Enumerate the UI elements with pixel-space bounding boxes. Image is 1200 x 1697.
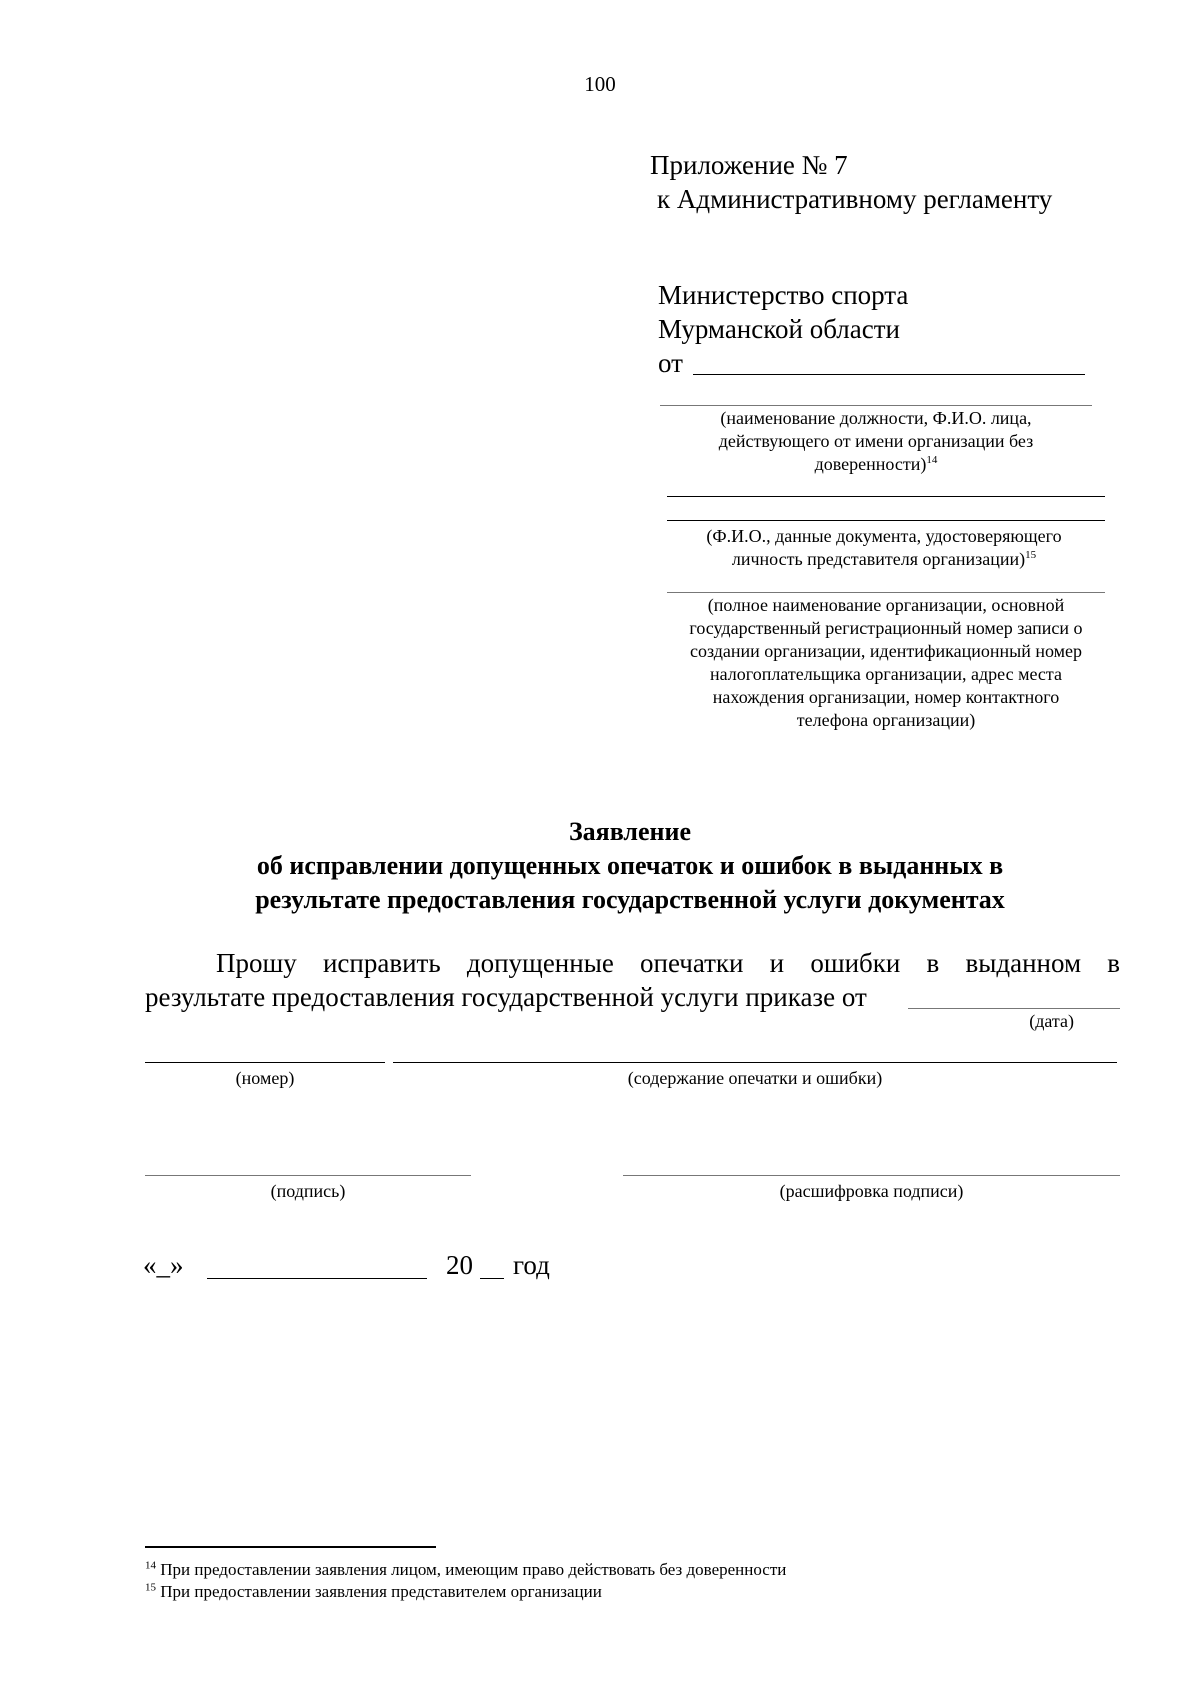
footnote-ref-14: 14 [926, 454, 938, 466]
position-caption-3: доверенности)$^{14}$ [814, 454, 938, 474]
footnote-14-text: При предоставлении заявления лицом, имеющим право действовать без доверенности [160, 1560, 787, 1579]
representative-caption-1: (Ф.И.О., данные документа, удостоверяющего [706, 526, 1062, 546]
signature-decode-blank-line [623, 1175, 1120, 1176]
date-year-word: год [513, 1250, 550, 1280]
number-blank-line [145, 1062, 385, 1063]
date-blank-line [908, 1008, 1120, 1009]
footnote-ref-15: 15 [1025, 549, 1037, 561]
number-caption: (номер) [235, 1068, 295, 1088]
footnote-15-mark: 15 [145, 1581, 156, 1594]
footnote-14-mark: 14 [145, 1559, 156, 1572]
representative-caption-2: личность представителя организации)$^{15}$ [731, 549, 1037, 569]
document-subtitle-1: об исправлении допущенных опечаток и ошибок в выданных в [256, 851, 1004, 880]
position-blank-line [660, 405, 1092, 406]
position-caption-2: действующего от имени организации без [718, 431, 1034, 451]
org-caption-4: налогоплательщика организации, адрес места [710, 664, 1062, 684]
signature-blank-line [145, 1175, 471, 1176]
date-month-blank-line [207, 1278, 427, 1279]
footnote-separator [145, 1546, 436, 1548]
footnote-15 [145, 1582, 602, 1602]
appendix-regulation: к Административному регламенту [657, 184, 1053, 214]
addressee-ministry: Министерство спорта [658, 280, 909, 310]
org-caption-2: государственный регистрационный номер записи о [689, 618, 1083, 638]
date-day-field: «_» [143, 1250, 184, 1280]
date-year-prefix: 20 [446, 1250, 473, 1280]
date-caption-wrap [908, 1010, 1120, 1032]
content-blank-line [393, 1062, 1117, 1063]
representative-blank-line-2 [667, 520, 1105, 521]
from-blank-line [693, 374, 1085, 375]
body-line-1: Прошу исправить допущенные опечатки и ошибки в выданном в [216, 948, 1120, 978]
org-caption-3: создании организации, идентификационный номер [689, 641, 1083, 661]
from-label: от [658, 348, 683, 378]
content-caption: (содержание опечатки и ошибки) [627, 1068, 883, 1088]
addressee-region: Мурманской области [658, 314, 900, 344]
position-caption-1: (наименование должности, Ф.И.О. лица, [720, 408, 1032, 428]
organization-blank-line [667, 592, 1105, 593]
signature-caption: (подпись) [270, 1181, 346, 1201]
appendix-number: Приложение № 7 [650, 150, 848, 180]
signature-decode-caption: (расшифровка подписи) [779, 1181, 964, 1201]
document-title: Заявление [568, 817, 692, 846]
org-caption-5: нахождения организации, номер контактного [712, 687, 1060, 707]
date-year-blank-line [480, 1278, 504, 1279]
org-caption-6: телефона организации) [796, 710, 976, 730]
date-caption: (дата) [1029, 1011, 1074, 1031]
footnote-15-text: При предоставлении заявления представителем организации [160, 1582, 602, 1601]
document-subtitle-2: результате предоставления государственной услуги документах [255, 885, 1005, 914]
org-caption-1: (полное наименование организации, основной [707, 595, 1065, 615]
body-line-2: результате предоставления государственной услуги приказе от [145, 982, 867, 1012]
page-number: 100 [584, 72, 616, 96]
representative-blank-line-1 [667, 496, 1105, 497]
footnote-14 [145, 1560, 786, 1580]
